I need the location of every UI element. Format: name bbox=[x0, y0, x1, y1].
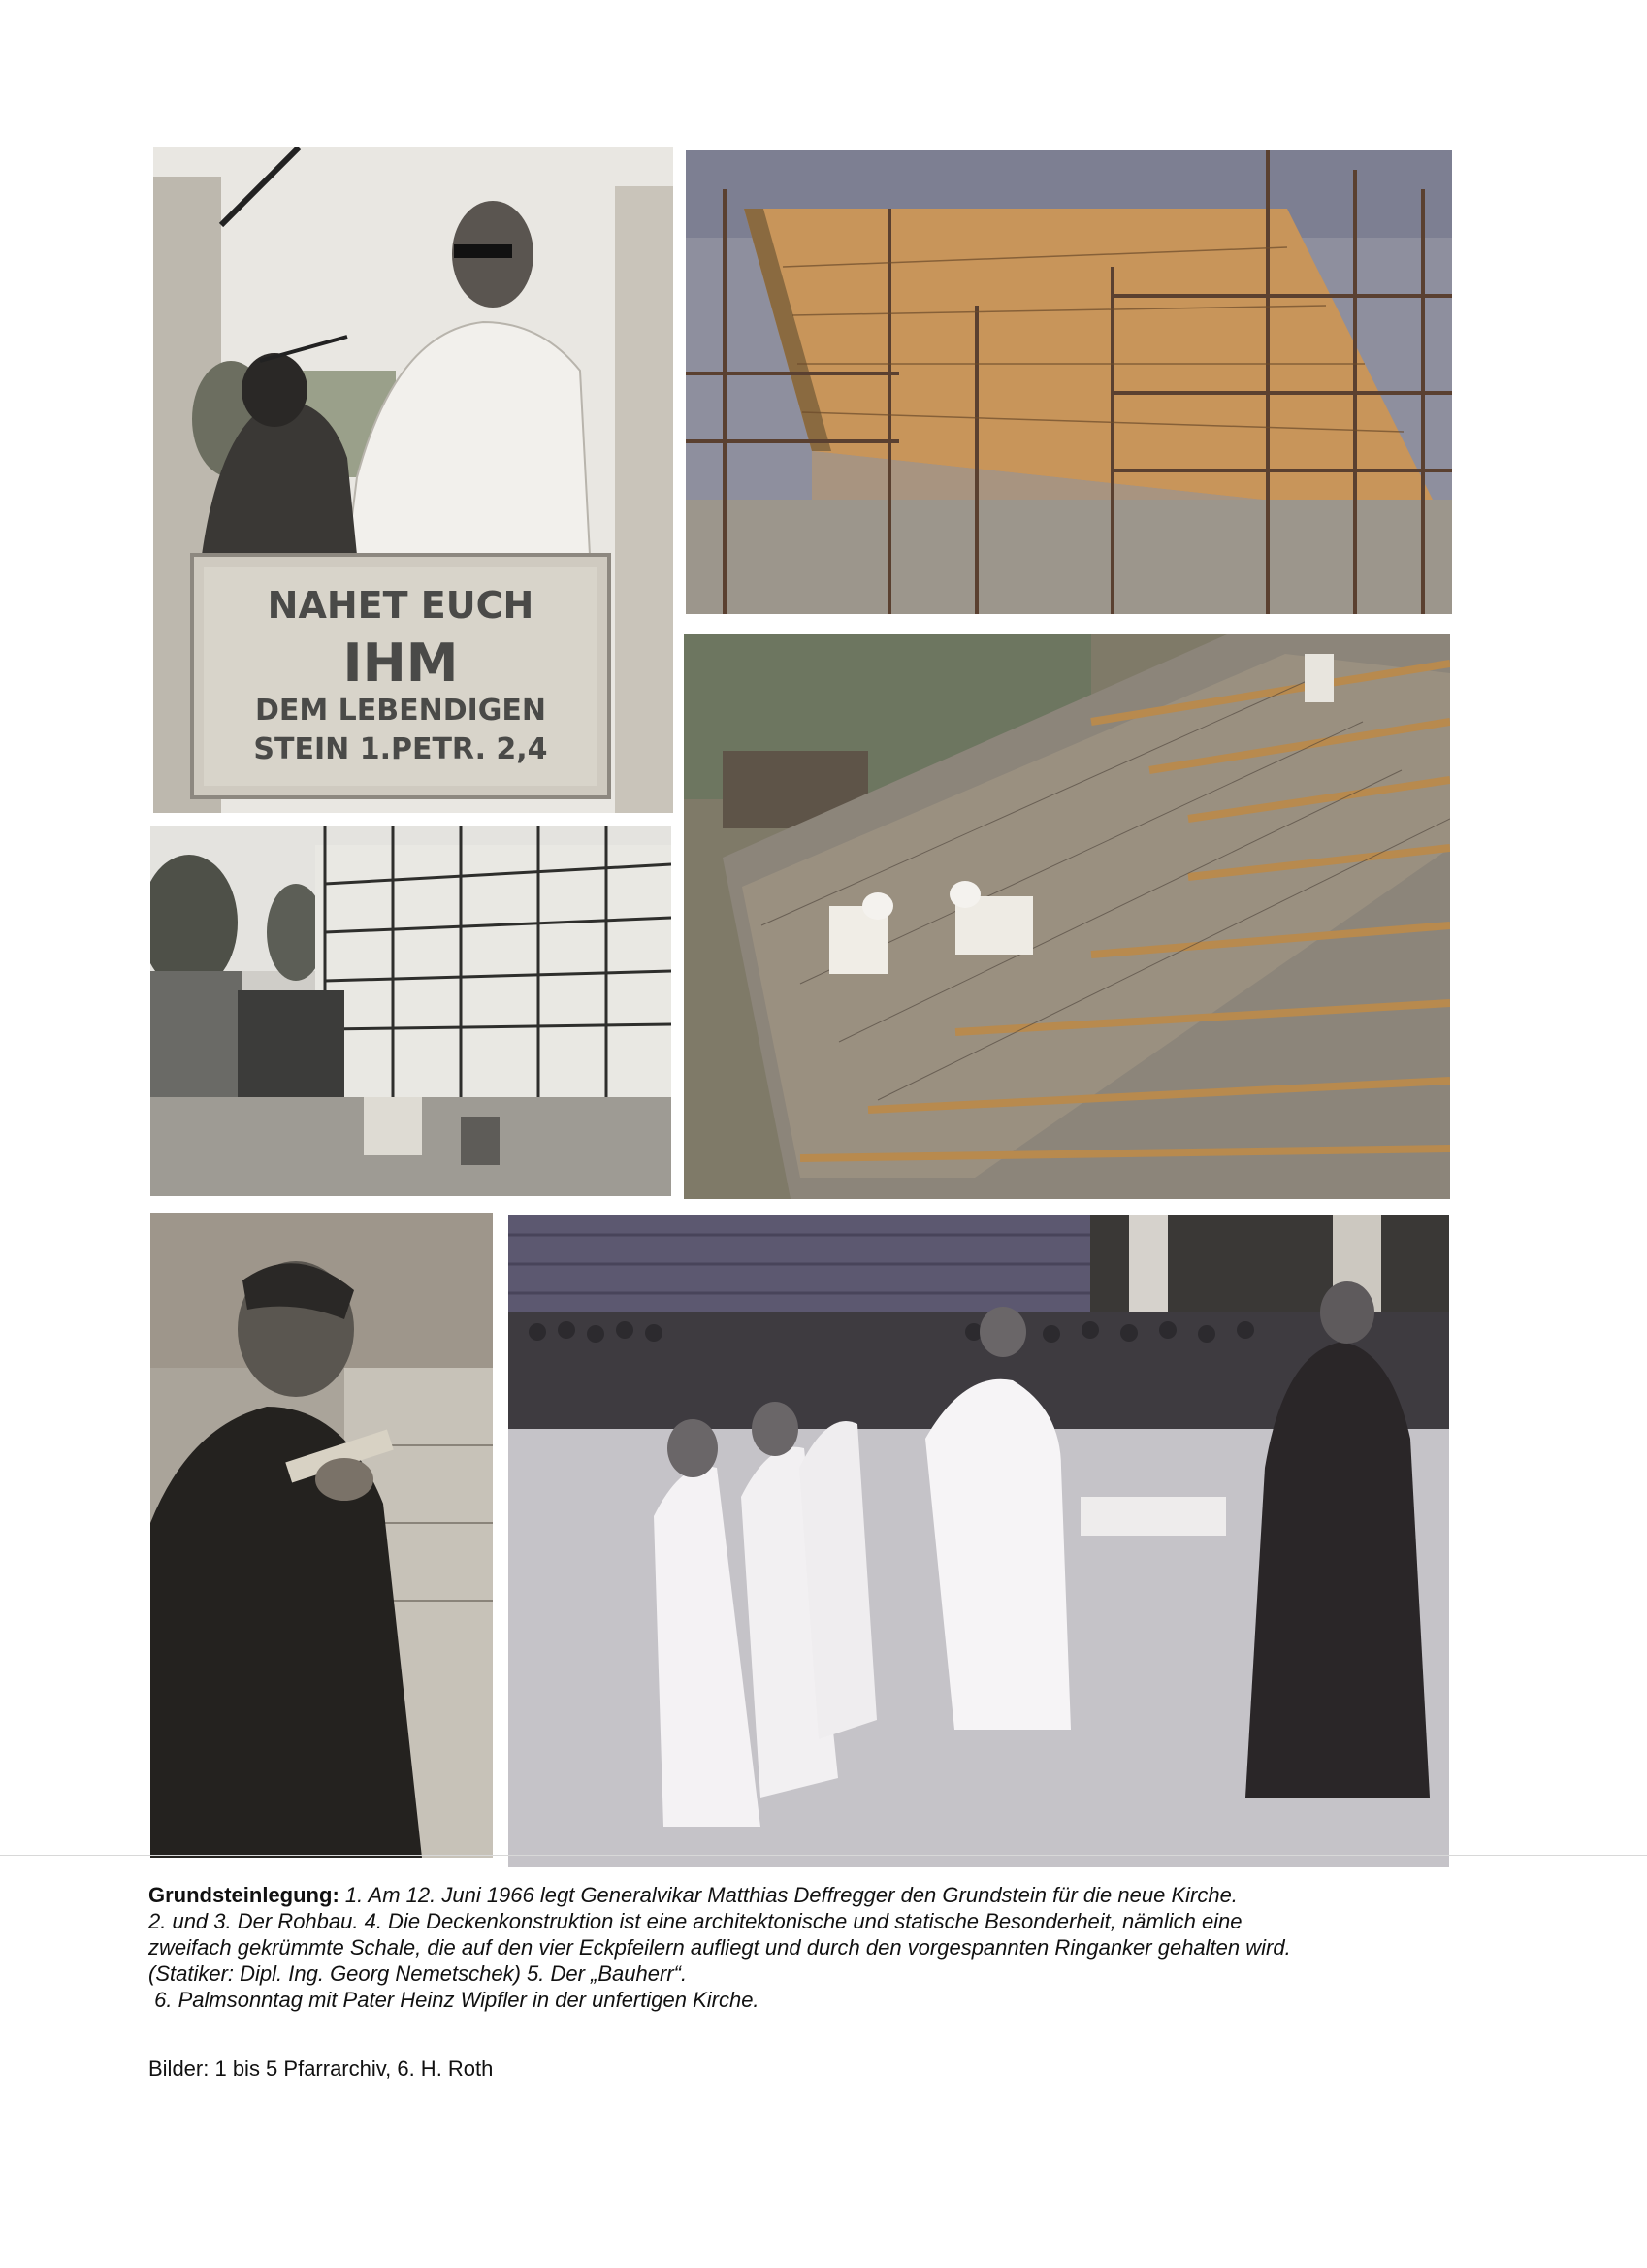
photo-palm-sunday bbox=[508, 1215, 1449, 1867]
caption-text-5: 6. Palmsonntag mit Pater Heinz Wipfler in der unfertigen Kirche. bbox=[154, 1988, 759, 2012]
caption-label: Grundsteinlegung: bbox=[148, 1883, 339, 1907]
photo-caption bbox=[148, 1882, 1506, 2013]
photo-credits: Bilder: 1 bis 5 Pfarrarchiv, 6. H. Roth bbox=[148, 2057, 494, 2081]
caption-text-2: 2. und 3. Der Rohbau. 4. Die Deckenkonstruktion ist eine architektonische und statische Besonderheit, nämlich eine bbox=[148, 1909, 1243, 1933]
photo-foundation-stone bbox=[153, 147, 673, 813]
bauherr-image bbox=[150, 1213, 493, 1858]
stone-line-4: STEIN 1.PETR. 2,4 bbox=[253, 732, 548, 766]
building-scaffolding-image bbox=[150, 826, 671, 1196]
roof-construction-image bbox=[686, 150, 1452, 614]
stone-line-1: NAHET EUCH bbox=[267, 584, 534, 627]
photo-roof-workers bbox=[684, 634, 1450, 1199]
foundation-stone-image bbox=[153, 147, 673, 813]
caption-text-4: (Statiker: Dipl. Ing. Georg Nemetschek) 5. Der „Bauherr“. bbox=[148, 1961, 688, 1986]
caption-text-1: 1. Am 12. Juni 1966 legt Generalvikar Matthias Deffregger den Grundstein für die neue Kirche. bbox=[344, 1883, 1238, 1907]
page-divider bbox=[0, 1855, 1647, 1856]
caption-line-5 bbox=[148, 1987, 1506, 2013]
caption-line-1 bbox=[148, 1882, 1506, 1908]
stone-line-3: DEM LEBENDIGEN bbox=[254, 694, 547, 728]
caption-line-3 bbox=[148, 1934, 1506, 1960]
caption-line-4 bbox=[148, 1960, 1506, 1987]
photo-bauherr bbox=[150, 1213, 493, 1858]
roof-workers-image bbox=[684, 634, 1450, 1199]
stone-line-2: IHM bbox=[342, 632, 459, 694]
caption-line-2 bbox=[148, 1908, 1506, 1934]
photo-roof-construction bbox=[686, 150, 1452, 614]
palm-sunday-image bbox=[508, 1215, 1449, 1867]
caption-text-3: zweifach gekrümmte Schale, die auf den vier Eckpfeilern aufliegt und durch den vorgespannten Ringanker gehalten wird. bbox=[148, 1935, 1291, 1960]
photo-building-scaffolding bbox=[150, 826, 671, 1196]
